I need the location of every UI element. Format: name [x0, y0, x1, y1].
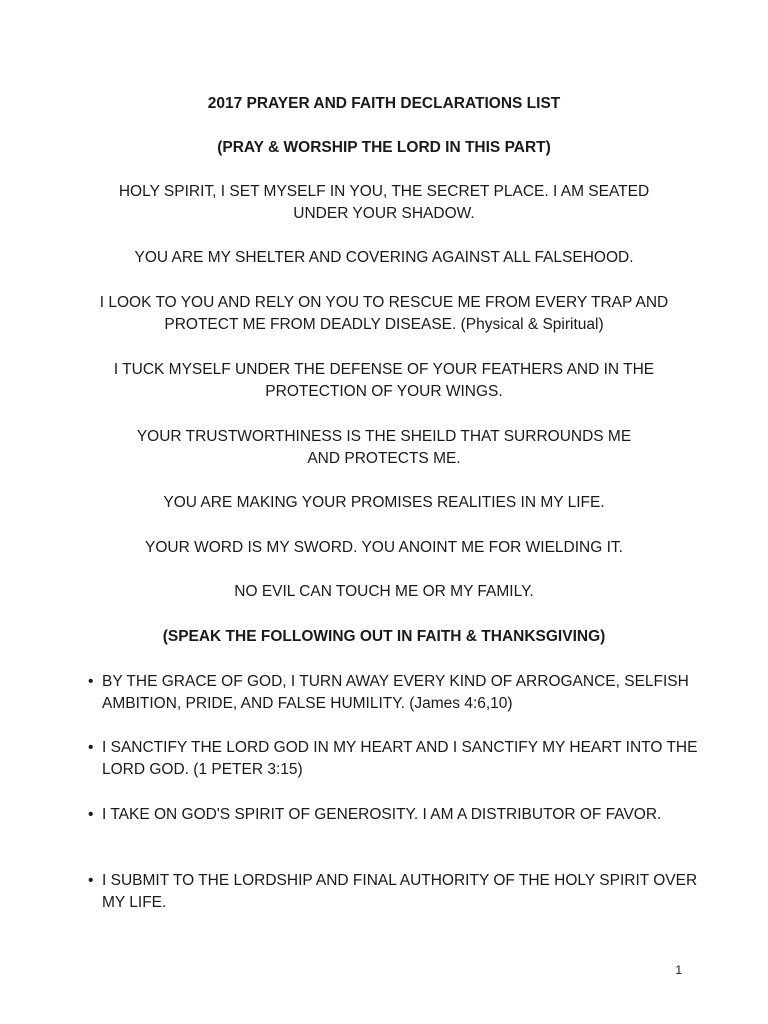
worship-paragraph: YOUR TRUSTWORTHINESS IS THE SHEILD THAT SURROUNDS ME AND PROTECTS ME.: [136, 428, 632, 467]
worship-paragraph: YOUR WORD IS MY SWORD. YOU ANOINT ME FOR WIELDING IT.: [145, 539, 623, 556]
worship-paragraph: HOLY SPIRIT, I SET MYSELF IN YOU, THE SECRET PLACE. I AM SEATED UNDER YOUR SHADOW.: [118, 183, 650, 222]
faith-heading: (SPEAK THE FOLLOWING OUT IN FAITH & THANKSGIVING): [162, 628, 606, 645]
worship-paragraph: I LOOK TO YOU AND RELY ON YOU TO RESCUE ME FROM EVERY TRAP AND PROTECT ME FROM DEADLY DISEASE. (Physical & Spiritual): [99, 294, 669, 333]
bullet-icon: •: [88, 872, 94, 889]
declaration-item: [88, 737, 702, 781]
page-number: 1: [675, 963, 682, 977]
declaration-text: I SANCTIFY THE LORD GOD IN MY HEART AND I SANCTIFY MY HEART INTO THE LORD GOD. (1 PETER 3:15): [102, 739, 698, 778]
declaration-text: I SUBMIT TO THE LORDSHIP AND FINAL AUTHORITY OF THE HOLY SPIRIT OVER MY LIFE.: [102, 872, 698, 911]
worship-paragraph: YOU ARE MY SHELTER AND COVERING AGAINST ALL FALSEHOOD.: [134, 249, 634, 266]
declaration-text: I TAKE ON GOD'S SPIRIT OF GENEROSITY. I AM A DISTRIBUTOR OF FAVOR.: [102, 806, 662, 823]
declaration-item: [88, 671, 702, 715]
declaration-item: [88, 804, 702, 826]
worship-paragraph: I TUCK MYSELF UNDER THE DEFENSE OF YOUR FEATHERS AND IN THE PROTECTION OF YOUR WINGS.: [113, 361, 655, 400]
declaration-item: [88, 870, 702, 914]
bullet-icon: •: [88, 806, 94, 823]
declaration-text: BY THE GRACE OF GOD, I TURN AWAY EVERY KIND OF ARROGANCE, SELFISH AMBITION, PRIDE, AND FALSE HUMILITY. (James 4:6,10): [102, 673, 689, 712]
worship-paragraph: NO EVIL CAN TOUCH ME OR MY FAMILY.: [234, 583, 534, 600]
worship-paragraph: YOU ARE MAKING YOUR PROMISES REALITIES IN MY LIFE.: [163, 494, 605, 511]
worship-heading: (PRAY & WORSHIP THE LORD IN THIS PART): [217, 139, 551, 156]
document-title: 2017 PRAYER AND FAITH DECLARATIONS LIST: [207, 95, 561, 112]
bullet-icon: •: [88, 739, 94, 756]
bullet-icon: •: [88, 673, 94, 690]
